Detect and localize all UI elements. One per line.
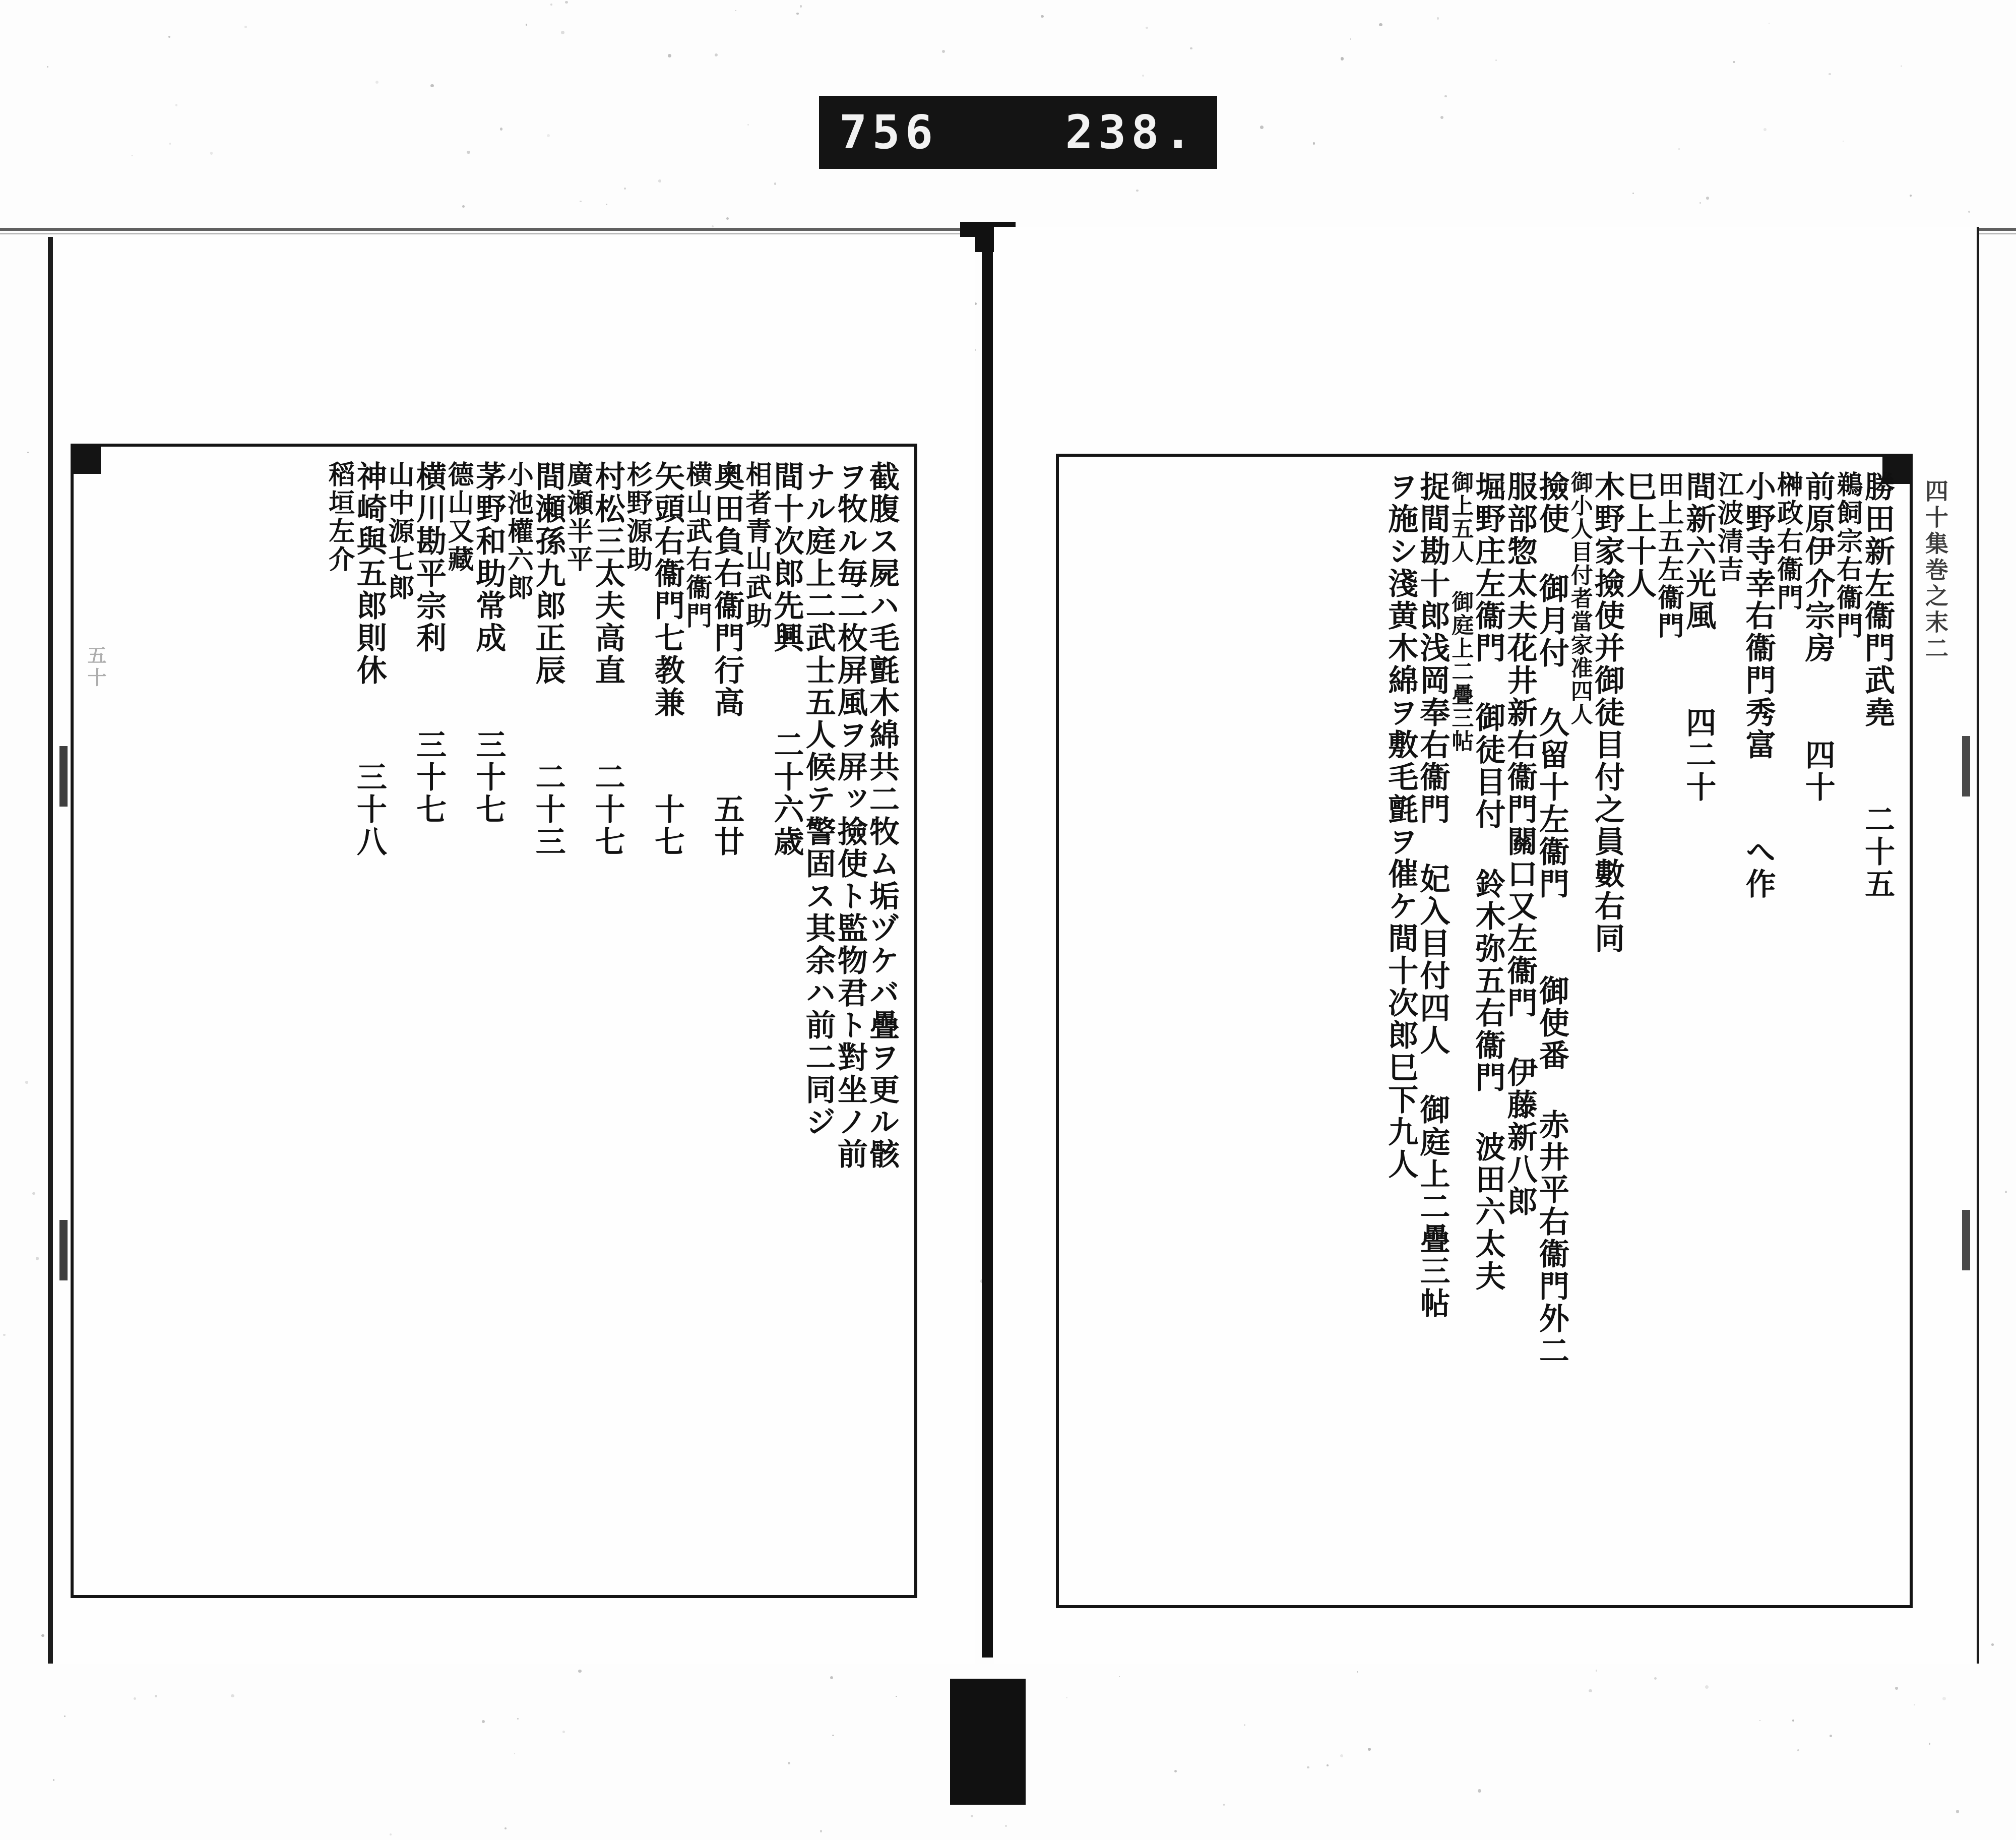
text-column: 撿使 御月付 久留十左衞門 御使番 赤井平右衞門外二: [1534, 471, 1569, 1367]
text-column: 服部惣太夫花井新右衞門關口又左衞門 伊藤新八郎: [1502, 471, 1538, 1218]
left-page-columns: [74, 447, 914, 1595]
text-column: 横川勘平宗利 三十七: [411, 461, 447, 826]
text-column: 江波清吉: [1713, 471, 1744, 584]
text-column: 小池權六郎: [502, 461, 534, 602]
binding-mark: [59, 746, 68, 807]
frame-counter-left: 756: [839, 105, 938, 159]
text-column: 間新六光風 四二十: [1681, 471, 1717, 804]
text-column: 横山武右衞門: [681, 461, 713, 630]
volume-title-margin: 四十集巻之末二: [1922, 479, 1949, 662]
right-page-columns: [1059, 457, 1910, 1605]
text-column: 截腹ス屍ハ毛氈木綿共二牧ム垢ヅケバ疊ヲ更ル骸: [864, 461, 900, 1171]
text-column: ヲ牧ル毎二枚屏風ヲ屏ッ撿使ト監物君ト對坐ノ前: [832, 461, 868, 1171]
text-column: 御上五人 御庭上二疊三帖: [1447, 471, 1474, 753]
binding-mark: [1962, 736, 1970, 796]
text-column: 小野寺幸右衞門秀富 へ作: [1740, 471, 1776, 900]
left-page-margin-note: 五十: [84, 645, 107, 690]
text-column: 前原伊介宗房 四十: [1800, 471, 1836, 804]
frame-counter-right: 238.: [1065, 105, 1197, 159]
text-column: 山中源七郎: [383, 461, 414, 602]
text-column: 杉野源助: [621, 461, 653, 574]
binding-mark: [59, 1220, 68, 1280]
spine-clamp-bottom: [950, 1679, 1026, 1805]
text-column: 德山又藏: [443, 461, 474, 574]
text-column: 鵜飼宗右衞門: [1832, 471, 1863, 640]
text-column: 勝田新左衞門武堯 二十五: [1860, 471, 1895, 900]
text-column: 間瀬孫九郎正辰 二十三: [530, 461, 566, 858]
microfilm-counter-strip: [819, 96, 1217, 169]
text-column: 榊政右衞門: [1772, 471, 1803, 612]
text-column: 廣瀬半平: [562, 461, 593, 574]
text-column: 田上五左衞門: [1653, 471, 1684, 640]
text-column: 巳上十人: [1621, 471, 1657, 600]
text-column: 堀野庄左衞門 御徒目付 鈴木弥五右衞門 波田六太夫: [1470, 471, 1506, 1293]
text-column: 茅野和助常成 三十七: [471, 461, 507, 826]
text-column: 御小人目付者當家准四人: [1566, 471, 1593, 726]
text-column: 村松三太夫高直 二十七: [590, 461, 625, 858]
binding-mark: [1962, 1210, 1970, 1270]
text-column: 矢頭右衞門七教兼 十七: [650, 461, 685, 858]
text-column: ナル庭上二武士五人候テ警固ス其余ハ前二同ジ: [800, 461, 836, 1138]
text-column: 奧田負右衞門行高 五廿: [709, 461, 745, 858]
left-text-block: [71, 444, 917, 1598]
text-column: 神崎與五郎則休 三十八: [351, 461, 387, 858]
right-page: [994, 227, 1979, 1664]
text-column: 稻垣左介: [324, 461, 355, 574]
text-column: 木野家撿使并御徒目付之員數右同: [1589, 471, 1625, 955]
text-column: 間十次郎先興 二十六歳: [769, 461, 804, 858]
left-page: [48, 237, 975, 1664]
text-column: 捉間勘十郎浅岡奉右衞門 妃入目付四人 御庭上二疊三帖: [1415, 471, 1451, 1320]
book-spine: [982, 231, 993, 1658]
right-text-block: [1056, 454, 1913, 1608]
text-column: 相者青山武助: [741, 461, 772, 630]
text-column: ヲ施シ淺黄木綿ヲ敷毛氈ヲ催ケ間十次郎巳下九人: [1383, 471, 1419, 1181]
